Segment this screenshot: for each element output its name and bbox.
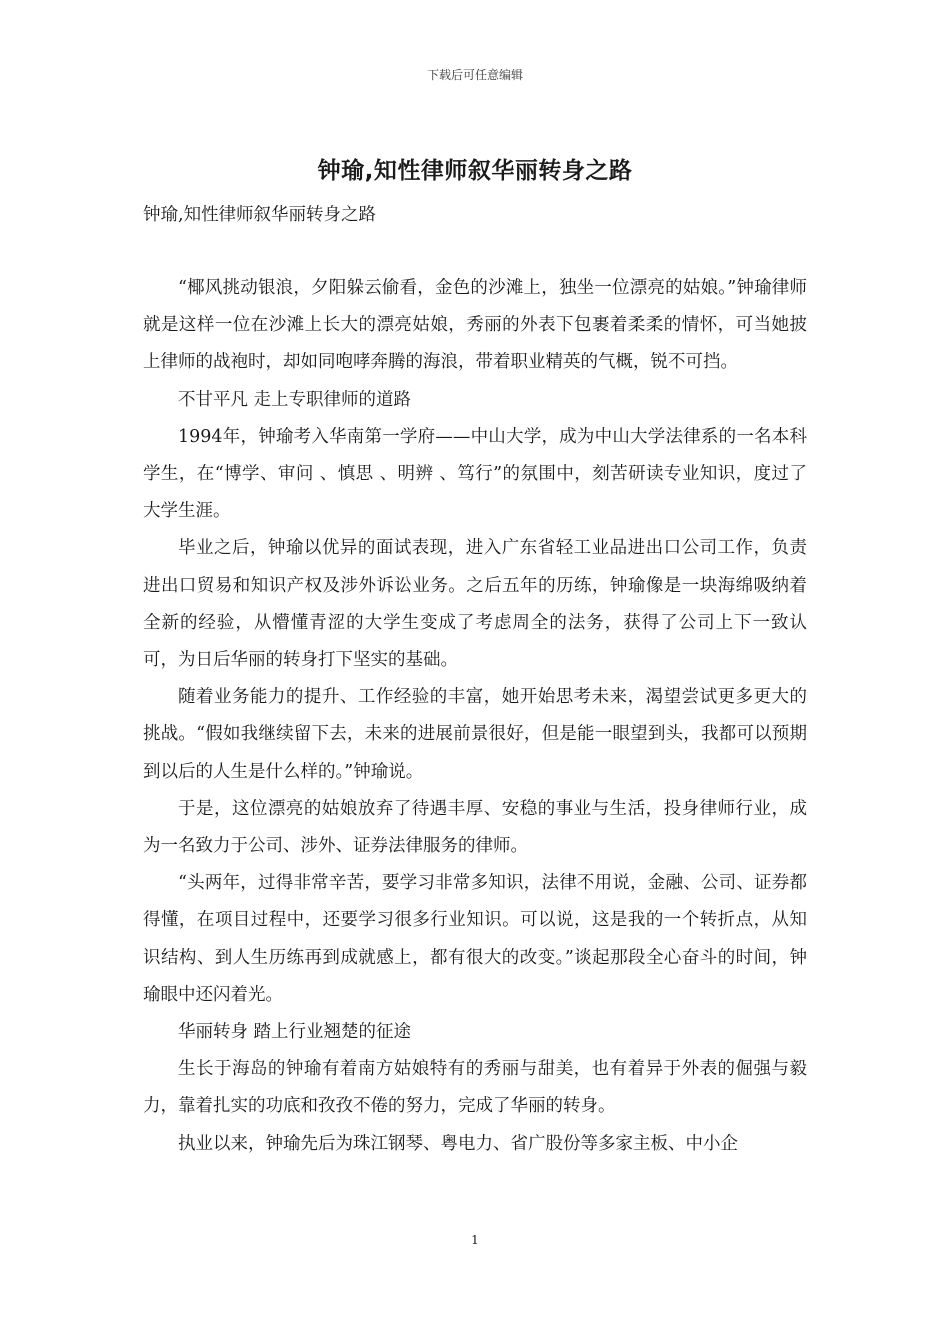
paragraph: 于是，这位漂亮的姑娘放弃了待遇丰厚、安稳的事业与生活，投身律师行业，成为一名致力于公司、涉外、证券法律服务的律师。 <box>143 798 807 857</box>
paragraph: 毕业之后，钟瑜以优异的面试表现，进入广东省轻工业品进出口公司工作，负责进出口贸易和知识产权及涉外诉讼业务。之后五年的历练，钟瑜像是一块海绵吸纳着全新的经验，从懵懂青涩的大学生变成了考虑周全的法务，获得了公司上下一致认可，为日后华丽的转身打下坚实的基础。 <box>143 538 807 671</box>
article-body <box>143 270 807 1163</box>
paragraph: “头两年，过得非常辛苦，要学习非常多知识，法律不用说，金融、公司、证券都得懂，在项目过程中，还要学习很多行业知识。可以说，这是我的一个转折点，从知识结构、到人生历练再到成就感上，都有很大的改变。”谈起那段全心奋斗的时间，钟瑜眼中还闪着光。 <box>143 873 807 1005</box>
paragraph: “椰风挑动银浪，夕阳躲云偷看，金色的沙滩上，独坐一位漂亮的姑娘。”钟瑜律师就是这样一位在沙滩上长大的漂亮姑娘，秀丽的外表下包裹着柔柔的情怀，可当她披上律师的战袍时，却如同咆哮奔腾的海浪，带着职业精英的气概，锐不可挡。 <box>143 278 807 373</box>
paragraph: 生长于海岛的钟瑜有着南方姑娘特有的秀丽与甜美，也有着异于外表的倔强与毅力，靠着扎实的功底和孜孜不倦的努力，完成了华丽的转身。 <box>143 1059 807 1117</box>
paragraph: 执业以来，钟瑜先后为珠江钢琴、粤电力、省广股份等多家主板、中小企 <box>178 1133 738 1154</box>
section-heading: 华丽转身 踏上行业翘楚的征途 <box>178 1022 412 1043</box>
paragraph: 随着业务能力的提升、工作经验的丰富，她开始思考未来，渴望尝试更多更大的挑战。“假如我继续留下去，未来的进展前景很好，但是能一眼望到头，我都可以预期到以后的人生是什么样的。”钟瑜说。 <box>143 687 807 782</box>
page-number: 1 <box>471 1233 479 1247</box>
header-note: 下载后可任意编辑 <box>426 68 523 82</box>
section-heading: 不甘平凡 走上专职律师的道路 <box>178 389 412 410</box>
document-title: 钟瑜,知性律师叙华丽转身之路 <box>317 158 633 184</box>
paragraph: 1994年，钟瑜考入华南第一学府——中山大学，成为中山大学法律系的一名本科学生，在“博学、审问 、慎思 、明辨 、笃行”的氛围中，刻苦研读专业知识，度过了大学生涯。 <box>143 426 807 522</box>
document-subtitle: 钟瑜,知性律师叙华丽转身之路 <box>143 205 377 225</box>
